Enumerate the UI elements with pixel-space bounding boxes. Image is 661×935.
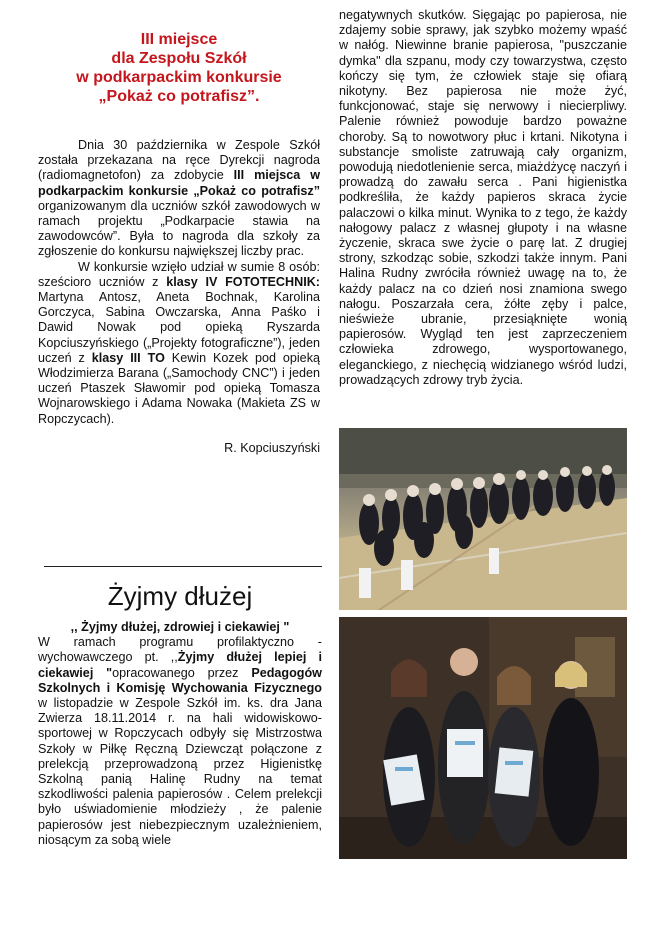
article-2-paragraph-1: [38, 635, 322, 848]
text-run-bold: Pedagogów Szkolnych i Komisję Wychowania Fizycznego: [38, 665, 322, 695]
text-run: Kewin Kozek pod opieką Włodzimierza Barana („Samochody CNC”) i jeden uczeń Ptaszek Sławomir pod opieką Tomasza Wojnarowskiego i Adama Nowaka (Makieta ZS w Ropczycach).: [38, 350, 320, 426]
article-2: [38, 580, 322, 848]
text-run-bold: klasy III TO: [91, 350, 165, 365]
article-2-title: Żyjmy dłużej: [107, 581, 253, 611]
article-2-continued: [339, 8, 627, 388]
text-run-bold: Żyjmy dłużej lepiej i ciekawiej ": [38, 650, 323, 680]
text-run: W konkursie wzięło udział w sumie 8 osób: sześcioro uczniów z: [38, 259, 320, 289]
article-2-paragraph-continued: negatywnych skutków. Sięgając po papierosa, nie zdajemy sobie sprawy, jak szybko możemy wpaść w nałóg. Niewinne branie papierosa, "puszczanie dymka" dla szpanu, mody czy towarzystwa, często kończy się tym, że człowiek staje się ofiarą nikotyny. Bez papierosa nie może żyć, funkcjonować, staje się nerwowy i niecierpliwy. Palenie również powoduje bardzo poważne choroby. Są to nowotwory płuc i krtani. Nikotyna i substancje smoliste zatruwają cały organizm, powodują niedotlenienie serca, miażdżycę naczyń i prowadzą do zawału serca . Pani higienistka podkreśliła, że każdy papieros skraca życie palaczowi o kilka minut. Wynika to z tego, że każdy nałogowy palacz z własnej głupoty i na własne życzenie, skraca swe życie o parę lat. Z drugiej strony, szkodząc sobie, szkodzi także innym. Pani Halina Rudny zwróciła również uwagę na to, że każdy palacz na co dzień nosi znamiona swego nałogu. Poszarzała cera, żółte zęby i palce, nieświeże ubranie, przesiąknięte wonią papierosów. Wygląd ten jest zaprzeczeniem człowieka zdrowego, wysportowanego, eleganckiego, z niechęcią widzianego wśród ludzi, prowadzących zdrowy tryb życia.: [339, 8, 627, 387]
text-run: organizowanym dla uczniów szkół zawodowych w ramach projektu „Podkarpacie stawia na zawodowców”. Była to nagroda dla szkoły za zgłoszenie do konkursu największej liczby prac.: [38, 198, 320, 259]
article-1-paragraph-2: [38, 260, 320, 427]
title-line: III miejsce: [140, 31, 218, 48]
text-run: Dnia 30 października w Zespole Szkół została przekazana na ręce Dyrekcji nagroda (radiomagnetofon) za zdobycie: [38, 138, 320, 183]
section-divider: [44, 566, 322, 567]
title-line: dla Zespołu Szkół: [111, 50, 247, 67]
title-line: „Pokaż co potrafisz”.: [98, 88, 260, 105]
sports-hall-group-photo: [339, 428, 627, 610]
text-run-bold: klasy IV FOTOTECHNIK:: [166, 274, 321, 289]
title-line: w podkarpackim konkursie: [76, 69, 282, 86]
text-run: opracowanego przez: [112, 665, 252, 680]
article-1-title: [38, 30, 320, 106]
article-1-paragraph-1: [38, 138, 320, 260]
article-1-signature: R. Kopciuszyński: [224, 440, 320, 455]
text-run-bold: III miejsca w podkarpackim konkursie „Pokaż co potrafisz”: [38, 168, 320, 198]
article-1: [38, 30, 320, 456]
text-run: w listopadzie w Zespole Szkół im. ks. dra Jana Zwierza 18.11.2014 r. na hali widowiskowo-sportowej w Ropczycach odbyły się Mistrzostwa Szkoły w Piłkę Ręczną Dziewcząt połączone z prelekcją przeprowadzoną przez Higienistkę Szkolną panią Halinę Rudny na temat szkodliwości palenia papierosów . Celem prelekcji było uświadomienie młodzieży , że palenie papierosów jest niebezpiecznym uzależnieniem, niosącym za sobą wiele: [38, 696, 322, 847]
award-recipients-photo: [339, 617, 627, 859]
article-2-subtitle: ,, Żyjmy dłużej, zdrowiej i ciekawiej ": [70, 620, 290, 634]
text-run: W ramach programu profilaktyczno - wychowawczego pt. ,,: [38, 635, 322, 665]
text-run: Martyna Antosz, Aneta Bochnak, Karolina Gorczyca, Sabina Owczarska, Anna Paśko i Dawid Nowak pod opieką Ryszarda Kopciuszyńskiego („Projekty fotograficzne”), jeden uczeń z: [38, 290, 320, 365]
